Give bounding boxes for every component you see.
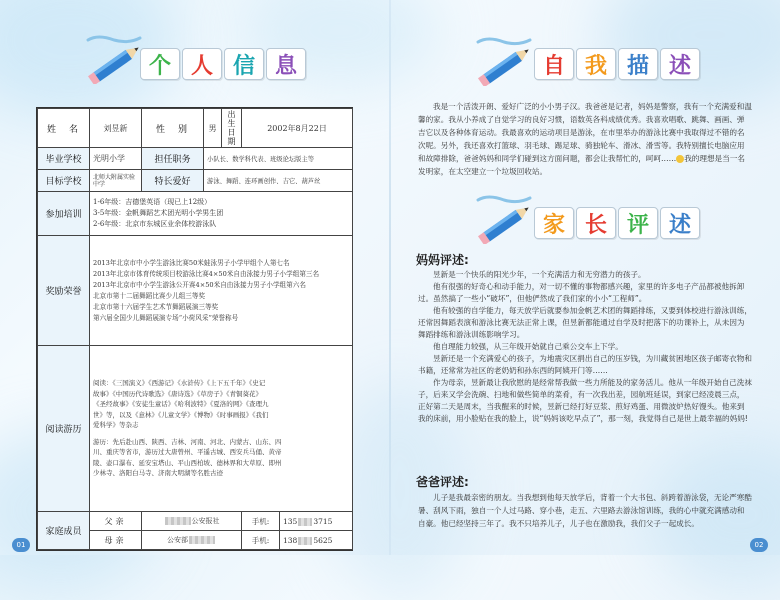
birth-label: 出生日期 (222, 109, 242, 148)
pencil-icon (474, 36, 538, 86)
school-value: 光明小学 (90, 148, 142, 170)
target-school-label: 目标学校 (38, 170, 90, 192)
mother-unit: 公安部 (142, 531, 242, 550)
pencil-icon (84, 34, 148, 84)
page-number: 01 (12, 538, 30, 552)
training-item: 2-6年级：北京市东城区业余体校游泳队 (93, 220, 217, 228)
pencil-icon (474, 194, 538, 244)
heading-char: 自 (534, 48, 574, 80)
reading-line: 阅读：《三国演义》《西游记》《水浒传》《上下五千年》《史记 (93, 379, 266, 388)
name-value: 刘昱新 (90, 109, 142, 148)
page-fold (389, 0, 391, 555)
travel-line: 少林寺、洛阳白马寺、济南大明湖等名胜古迹 (93, 469, 223, 478)
reading-label: 阅读游历 (38, 346, 90, 512)
father-label: 父亲 (90, 512, 142, 531)
mom-review-title: 妈妈评述: (416, 253, 469, 267)
training-item: 3-5年级：金帆舞蹈艺术团光明小学男生团 (93, 209, 224, 217)
heading-char: 我 (576, 48, 616, 80)
mom-paragraph: 昱新是一个快乐的阳光少年，一个充满活力和无穷潜力的孩子。 (433, 270, 646, 279)
heading-char: 评 (618, 207, 658, 239)
school-label: 毕业学校 (38, 148, 90, 170)
heading-char: 息 (266, 48, 306, 80)
heading-char: 述 (660, 207, 700, 239)
birth-value: 2002年8月22日 (242, 109, 353, 148)
self-description-heading (534, 48, 702, 80)
mother-phone: 138 5625 (280, 531, 353, 550)
self-description-text: 我是一个活泼开朗、爱好广泛的小小男子汉。我爸爸是记者，妈妈是警察，我有一个充满爱和温馨的家。我从小养成了自觉学习的良好习惯，语数英各科成绩优秀。我喜欢唱歌、跳舞、画画、弹吉它以及各种体育运动。我最喜欢的运动项目是游泳，在市里举办的游泳比赛中我取得过不错的名次呢。另外，我还喜欢打篮球、羽毛球、踢足球、骑独轮车、滑冰、滑雪等。我特别擅长电脑应用和故障排除，爸爸妈妈和同学们碰到这方面问题，都会让我帮忙的，呵呵…… 我的理想是当一名发明家，在太空建立一个垃圾回收站。 (418, 102, 752, 176)
dad-review-text: 儿子是我最亲密的朋友。当我想到他每天放学后，背着一个大书包、斜跨着游泳袋，无论严寒酷暑、刮风下雨，独自一个人过马路、穿小巷，走五、六里路去游泳馆训练，我的心中就充满感动和自豪。他已经坚持三年了。我不只培养儿子，儿子也在激励我，我们父子一起成长。 (418, 493, 752, 528)
award-item: 2013年北京市中小学生游泳公开赛4×50米自由泳接力男子小学组第六名 (93, 280, 306, 289)
father-unit: 公安报社 (142, 512, 242, 531)
gender-label: 性 别 (142, 109, 204, 148)
redacted-mask (298, 537, 312, 545)
travel-line: 陵、壶口瀑布、延安宝塔山、平山西柏坡、德林界和大草原、即州 (93, 458, 282, 467)
personal-info-table (36, 107, 353, 551)
target-school-value: 北师大附属实验中学 (90, 170, 142, 192)
mom-paragraph: 他有较强的自学能力，每天放学后就要参加金帆艺术团的舞蹈排练，又要到体校进行游泳训练，还常因舞蹈表演和游泳比赛无法正常上课，但昱新都能通过自学及时把落下的功课补上，从未因为舞蹈排练和游泳训练影响学习。 (418, 306, 752, 339)
heading-char: 述 (660, 48, 700, 80)
name-label: 姓 名 (38, 109, 90, 148)
gender-value: 男 (204, 109, 222, 148)
training-item: 1-6年级：吉德堡英语（现已上12级） (93, 198, 212, 206)
hobby-value: 游泳、舞蹈、连环画创作、吉它、葫芦丝 (204, 170, 353, 192)
heading-char: 信 (224, 48, 264, 80)
award-item: 北京市第十二届舞蹈比赛少儿组三等奖 (93, 291, 206, 300)
dad-review-title: 爸爸评述: (416, 475, 469, 489)
training-label: 参加培训 (38, 192, 90, 236)
reading-line: 《圣经故事》《安徒生童话》《哈利波特》《夏洛的网》《查理九 (93, 400, 269, 409)
travel-line: 游历：先后赴山西、陕西、吉林、河南、河北、内蒙古、山东、四 (93, 437, 282, 446)
parent-review-heading (534, 207, 702, 239)
awards-list (90, 236, 353, 346)
mother-phone-label: 手机: (242, 531, 280, 550)
reading-travel-cell (90, 346, 353, 512)
heading-char: 人 (182, 48, 222, 80)
father-phone-label: 手机: (242, 512, 280, 531)
role-value: 小队长、数学科代表、班级论坛版主等 (204, 148, 353, 170)
redacted-mask (298, 518, 312, 526)
training-list (90, 192, 353, 236)
award-item: 2013年北京市体育传统项目校游泳比赛4×50米自由泳接力男子小学组第三名 (93, 269, 320, 278)
reading-line: 世》等，以及《意林》《儿童文学》《博物》《时事画报》《我们 (93, 410, 269, 419)
mom-paragraph: 他有很强的好奇心和动手能力，对一切不懂的事物都感兴趣，家里的许多电子产品都被他拆卸过。虽然搞了一些小“破坏”，但他俨然成了我们家的小小“工程师”。 (418, 282, 745, 303)
heading-char: 描 (618, 48, 658, 80)
awards-label: 奖励荣誉 (38, 236, 90, 346)
award-item: 2013年北京市中小学生游泳比赛50米蛙泳男子小学甲组个人第七名 (93, 258, 290, 267)
family-label: 家庭成员 (38, 512, 90, 550)
mother-label: 母亲 (90, 531, 142, 550)
hobby-label: 特长爱好 (142, 170, 204, 192)
travel-line: 川、重庆等省市，游历过大唐曾州、平遥古城、西安兵马俑、黄帝 (93, 448, 282, 457)
mom-paragraph: 昱新还是一个充满爱心的孩子，为地震灾区捐出自己的压岁钱，为川藏贫困地区孩子邮寄衣物和书籍，还常常为社区的老奶奶和孙东西的阿姨开门等…… (418, 354, 752, 375)
heading-char: 家 (534, 207, 574, 239)
father-phone: 135 3715 (280, 512, 353, 531)
award-item: 第六届全国少儿舞蹈展演专场“小荷风采”荣誉称号 (93, 313, 239, 322)
redacted-mask (189, 536, 215, 544)
mom-paragraph: 作为母亲，昱新最让我欣慰的是经常帮我做一些力所能及的家务活儿。他从一年级开始自己洗袜子，后来又学会洗碗、扫地和做些简单的菜肴，有一次我出差，园航班延误，到家已经凌晨三点，正好第二天是周末，当我醒来的时候，昱新已经打好豆浆、煎好鸡蛋、用微波炉热好馒头。他来到我的床前，用小脸贴在我的脸上，说“妈妈该吃早点了”，那一刻，我觉得自己是世上最幸福的妈妈! (418, 378, 752, 423)
heading-char: 长 (576, 207, 616, 239)
reading-line: 故事》《中国历代诗歌选》《唐诗选》《草房子》《青铜葵花》 (93, 389, 262, 398)
award-item: 北京市第十六届学生艺术节舞蹈展演三等奖 (93, 302, 219, 311)
personal-info-heading (140, 48, 308, 80)
redacted-mask (165, 517, 191, 525)
mom-paragraph: 他自理能力较强，从三年级开始就自己乘公交车上下学。 (433, 342, 623, 351)
heading-char: 个 (140, 48, 180, 80)
reading-line: 爱科学》等杂志 (93, 421, 139, 430)
mom-review-text (418, 269, 752, 425)
role-label: 担任职务 (142, 148, 204, 170)
smile-icon (676, 155, 684, 163)
page-number: 02 (750, 538, 768, 552)
